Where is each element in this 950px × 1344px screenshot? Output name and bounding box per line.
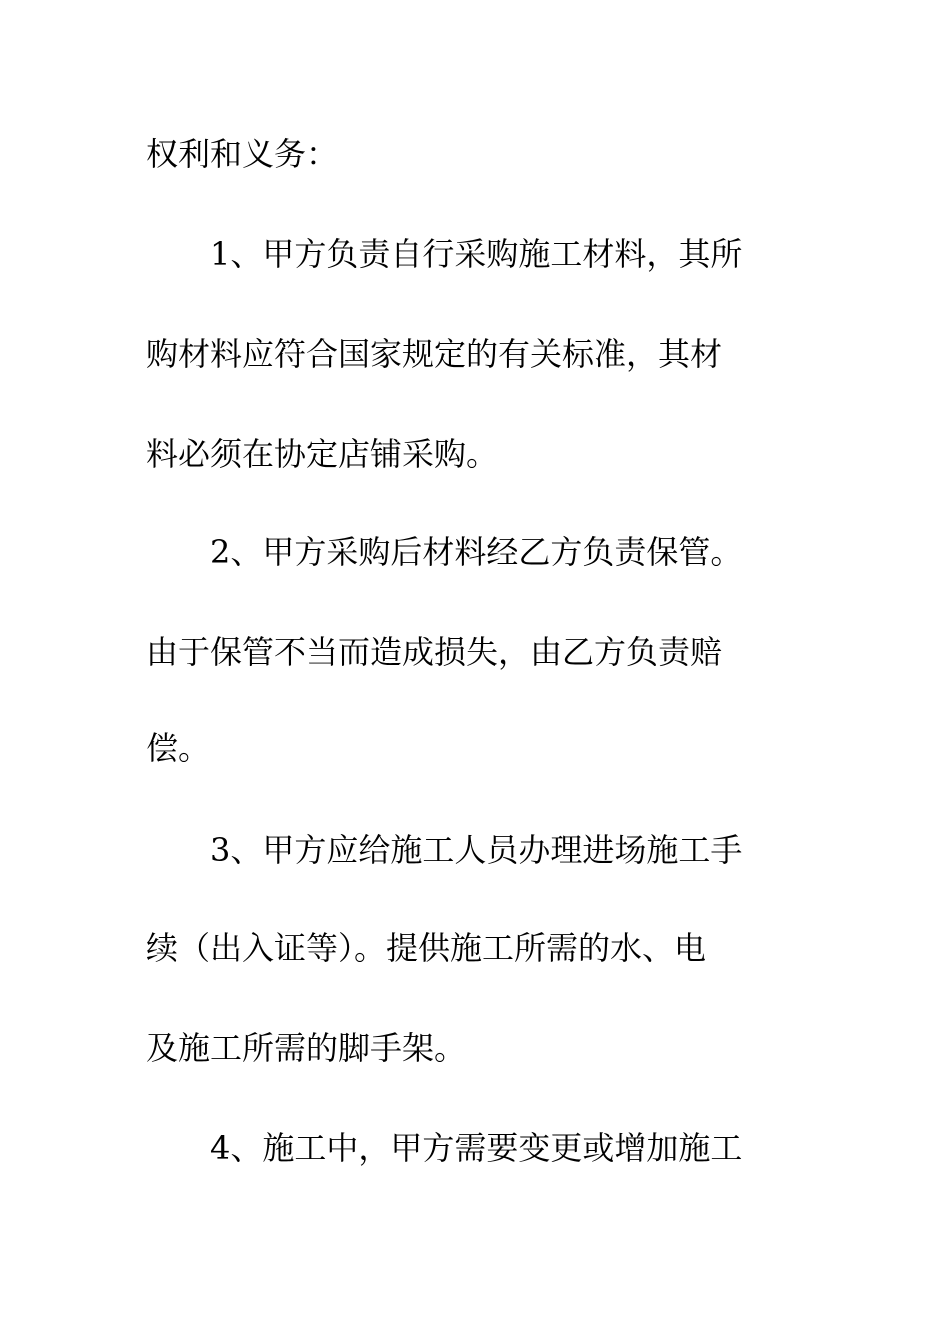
text-line-clause-1-start: 1、甲方负责自行采购施工材料，其所: [210, 235, 743, 273]
text-line: 料必须在协定店铺采购。: [146, 435, 499, 473]
text-line: 及施工所需的脚手架。: [146, 1029, 467, 1067]
text-line: 购材料应符合国家规定的有关标准，其材: [146, 335, 723, 373]
text-line-heading: 权利和义务：: [146, 135, 339, 173]
text-line-clause-2-start: 2、甲方采购后材料经乙方负责保管。: [210, 533, 743, 571]
text-line: 续（出入证等）。提供施工所需的水、电: [146, 929, 707, 967]
text-line: 由于保管不当而造成损失，由乙方负责赔: [146, 633, 723, 671]
text-line: 偿。: [146, 729, 211, 767]
text-line-clause-3-start: 3、甲方应给施工人员办理进场施工手: [210, 831, 743, 869]
text-line-clause-4-start: 4、施工中，甲方需要变更或增加施工: [210, 1129, 743, 1167]
